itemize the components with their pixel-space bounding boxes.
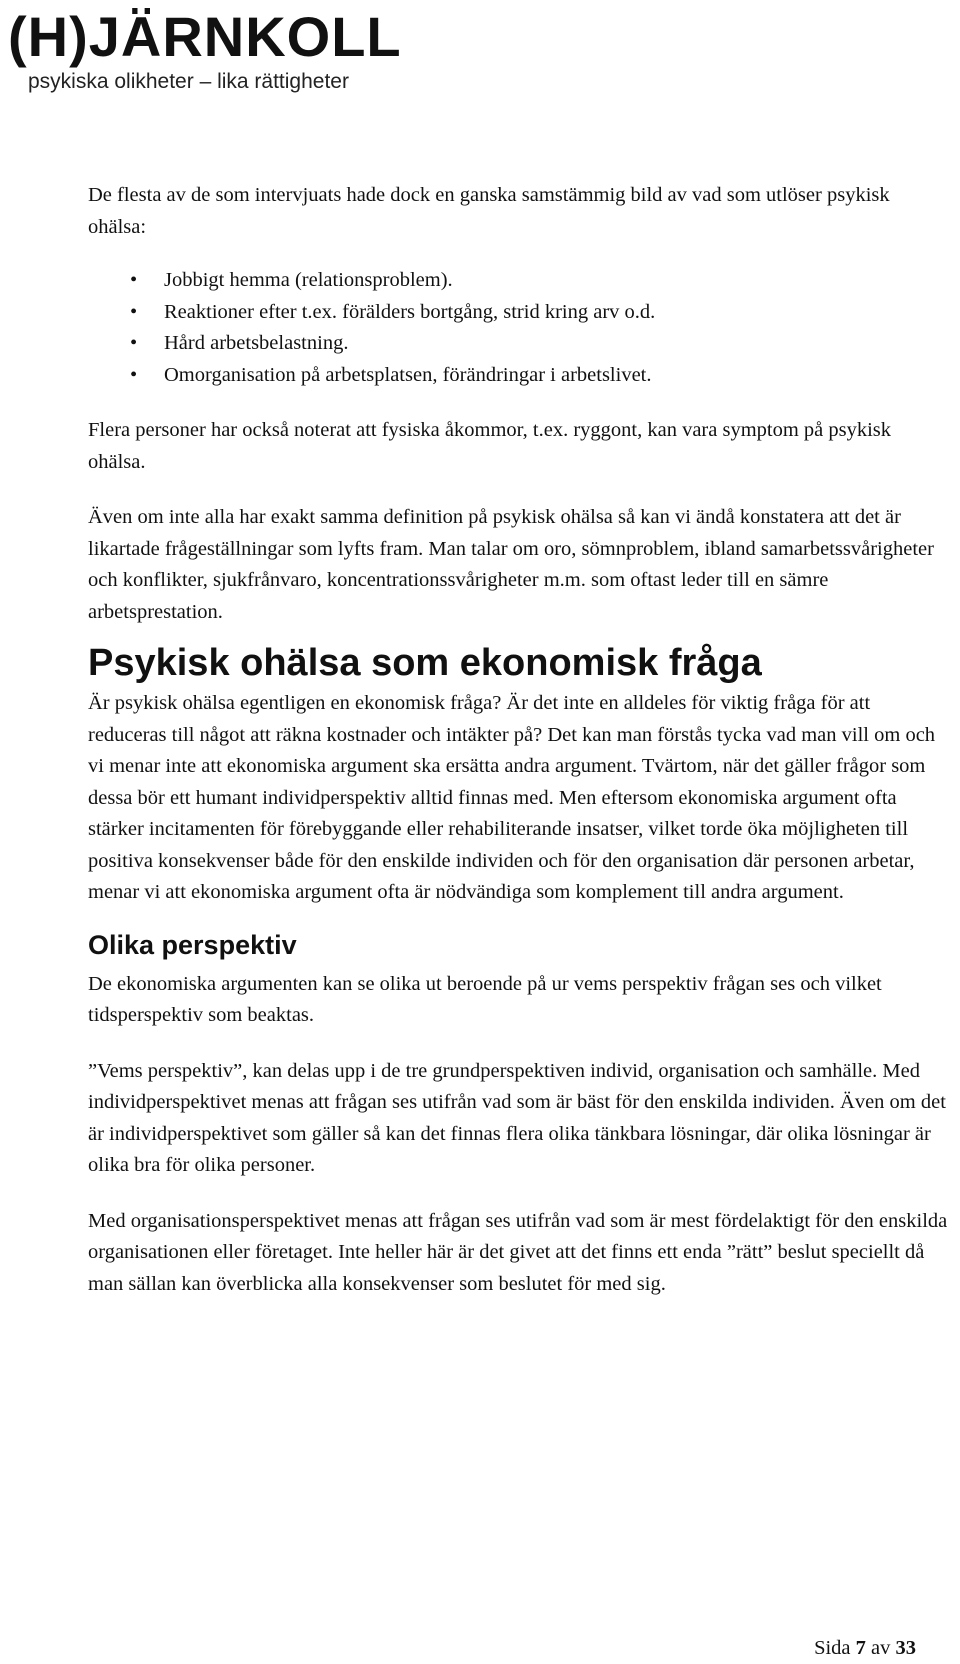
document-body <box>88 180 948 1300</box>
definition-paragraph: Även om inte alla har exakt samma definition på psykisk ohälsa så kan vi ändå konstatera att det är likartade frågeställningar som lyfts fram. Man talar om oro, sömnproblem, ibland samarbetssvårigheter och konflikter, sjukfrånvaro, koncentrationssvårigheter m.m. som oftast leder till en sämre arbetsprestation. <box>88 506 934 623</box>
bullet-icon: • <box>130 300 138 323</box>
logo-title: (H)JÄRNKOLL <box>8 5 402 68</box>
intro-paragraph: De flesta av de som intervjuats hade dock en ganska samstämmig bild av vad som utlöser psykisk ohälsa: <box>88 184 890 238</box>
symptoms-paragraph: Flera personer har också noterat att fysiska åkommor, t.ex. ryggont, kan vara symptom på psykisk ohälsa. <box>88 419 892 473</box>
section-heading-economic: Psykisk ohälsa som ekonomisk fråga <box>88 642 762 684</box>
list-item-text: Omorganisation på arbetsplatsen, förändringar i arbetslivet. <box>164 363 652 386</box>
page-total: 33 <box>895 1637 916 1659</box>
list-item <box>88 328 948 360</box>
page-current: 7 <box>855 1637 866 1659</box>
list-item <box>88 360 948 392</box>
list-item-text: Jobbigt hemma (relationsproblem). <box>164 269 453 291</box>
bullet-icon: • <box>130 269 138 291</box>
economic-paragraph: Är psykisk ohälsa egentligen en ekonomisk fråga? Är det inte en alldeles för viktig fråga för att reduceras till något att räkna kostnader och intäkter på? Det kan man förstås tycka vad man vill om och vi menar inte att ekonomiska argument ska ersätta andra argument. Tvärtom, när det gäller frågor som dessa bör ett humant individperspektiv alltid finnas med. Men eftersom ekonomiska argument ofta stärker incitamenten för förebyggande eller rehabiliterande insatser, vilket torde öka möjligheten till positiva konsekvenser både för den enskilde individen och för den organisation där personen arbetar, menar vi att ekonomiska argument ofta är nödvändiga som komplement till andra argument. <box>88 692 936 903</box>
page-separator: av <box>871 1637 891 1659</box>
perspectives-paragraph-3: Med organisationsperspektivet menas att frågan ses utifrån vad som är mest fördelaktigt för den enskilda organisationen eller företaget. Inte heller här är det givet att det finns ett enda ”rätt” beslut speciellt då man sällan kan överblicka alla konsekvenser som beslutet för med sig. <box>88 1209 948 1295</box>
causes-list <box>88 265 948 391</box>
bullet-icon: • <box>130 363 138 386</box>
list-item-text: Reaktioner efter t.ex. förälders bortgång, strid kring arv o.d. <box>164 300 656 323</box>
list-item-text: Hård arbetsbelastning. <box>164 332 349 354</box>
perspectives-paragraph-2: ”Vems perspektiv”, kan delas upp i de tre grundperspektiven individ, organisation och samhälle. Med individperspektivet menas att frågan ses utifrån vad som är bäst för den enskilda individen. Även om det är individperspektivet som gäller så kan det finnas flera olika tänkbara lösningar, där olika lösningar är olika bra för olika personer. <box>88 1059 946 1176</box>
list-item <box>88 265 948 297</box>
perspectives-paragraph-1: De ekonomiska argumenten kan se olika ut beroende på ur vems perspektiv frågan ses och vilket tidsperspektiv som beaktas. <box>88 972 882 1026</box>
page-prefix: Sida <box>814 1637 851 1659</box>
logo-tagline: psykiska olikheter – lika rättigheter <box>28 70 349 93</box>
section-heading-perspectives: Olika perspektiv <box>88 929 297 960</box>
bullet-icon: • <box>130 332 138 354</box>
logo <box>8 6 408 94</box>
page-number <box>814 1634 916 1662</box>
list-item <box>88 297 948 329</box>
